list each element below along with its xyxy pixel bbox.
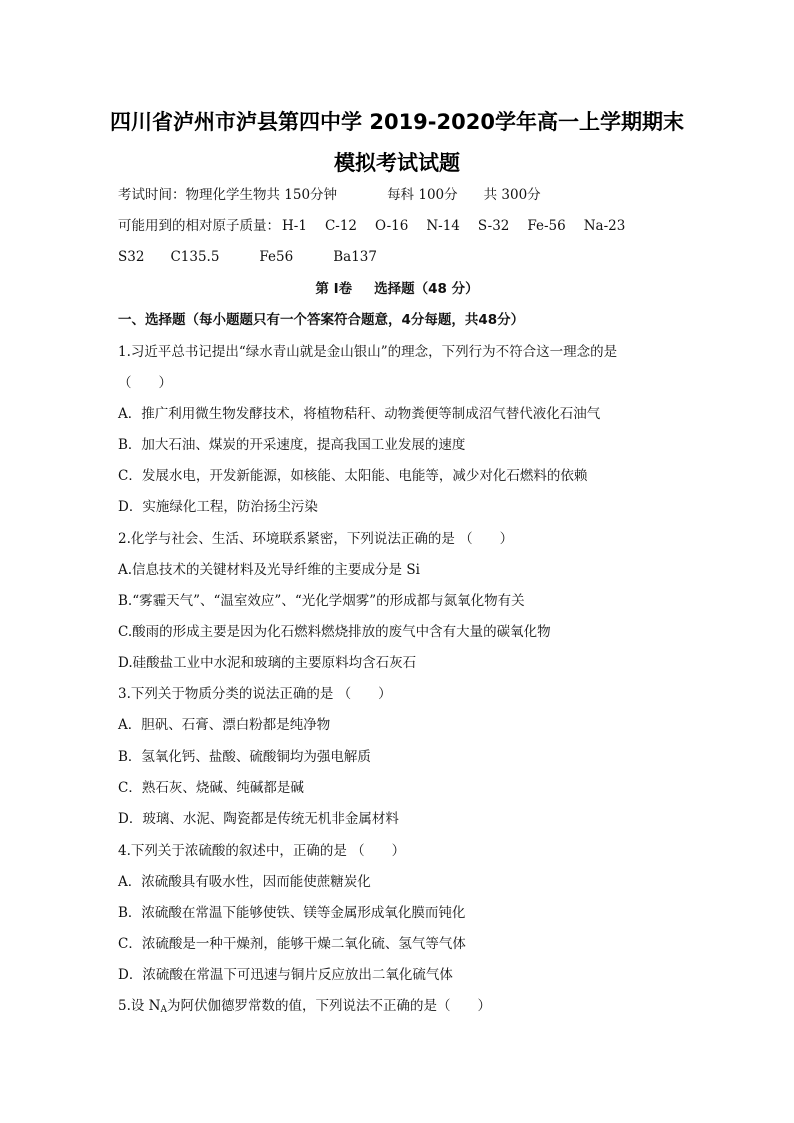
mass-fe: Fe-56 (527, 218, 566, 234)
question-4-option-c: C．浓硫酸是一种干燥剂，能够干燥二氧化硫、氢气等气体 (118, 936, 466, 952)
document-title: 四川省泸州市泸县第四中学 2019-2020学年高一上学期期末 (110, 110, 684, 134)
question-2-option-b: B.“雾霾天气”、“温室效应”、“光化学烟雾”的形成都与氮氧化物有关 (118, 593, 525, 609)
mass-h: H-1 (282, 218, 307, 234)
question-5-stem-post: 为阿伏伽德罗常数的值，下列说法不正确的是（ ） (166, 998, 491, 1014)
question-2-option-a: A.信息技术的关键材料及光导纤维的主要成分是 Si (118, 562, 420, 578)
question-1-blank: （ ） (118, 375, 172, 391)
volume-heading (0, 280, 794, 298)
question-2-option-c: C.酸雨的形成主要是因为化石燃料燃烧排放的废气中含有大量的碳氧化物 (118, 624, 551, 640)
total-score: 共 300分 (483, 187, 541, 203)
question-4-option-a: A．浓硫酸具有吸水性，因而能使蔗糖炭化 (118, 874, 371, 890)
mass-cl: C135.5 (170, 249, 220, 265)
question-3-option-c: C．熟石灰、烧碱、纯碱都是碱 (118, 780, 304, 796)
mass-s: S-32 (477, 218, 510, 234)
question-4-option-d: D．浓硫酸在常温下可迅速与铜片反应放出二氧化硫气体 (118, 967, 453, 983)
question-1-option-b: B．加大石油、煤炭的开采速度，提高我国工业发展的速度 (118, 437, 466, 453)
per-subject-score: 每科 100分 (387, 187, 458, 203)
part-heading: 一、选择题（每小题题只有一个答案符合题意，4分每题，共48分） (118, 312, 525, 328)
mass-fe2: Fe56 (259, 249, 294, 265)
question-4-option-b: B．浓硫酸在常温下能够使铁、镁等金属形成氧化膜而钝化 (118, 905, 466, 921)
question-1-option-a: A．推广利用微生物发酵技术，将植物秸秆、动物粪便等制成沼气替代液化石油气 (118, 406, 601, 422)
question-5-subscript: A (160, 1005, 167, 1015)
question-5-stem (118, 997, 491, 1019)
mass-na: Na-23 (583, 218, 626, 234)
mass-ba: Ba137 (333, 249, 377, 265)
mass-c: C-12 (324, 218, 358, 234)
question-1-stem: 1.习近平总书记提出“绿水青山就是金山银山”的理念，下列行为不符合这一理念的是 (118, 344, 618, 360)
question-4-stem: 4.下列关于浓硫酸的叙述中，正确的是 （ ） (118, 843, 406, 859)
mass-s2: S32 (118, 249, 145, 265)
question-2-option-d: D.硅酸盐工业中水泥和玻璃的主要原料均含石灰石 (118, 655, 417, 671)
question-3-option-d: D．玻璃、水泥、陶瓷都是传统无机非金属材料 (118, 811, 399, 827)
exam-time: 考试时间：物理化学生物共 150分钟 (118, 187, 338, 203)
atomic-mass-line-2 (118, 248, 377, 266)
question-5-stem-pre: 5.设 N (118, 998, 161, 1014)
question-1-option-d: D．实施绿化工程，防治扬尘污染 (118, 499, 318, 515)
question-3-option-b: B．氢氧化钙、盐酸、硫酸铜均为强电解质 (118, 749, 371, 765)
document-subtitle: 模拟考试试题 (334, 151, 460, 175)
atomic-mass-label: 可能用到的相对原子质量： (118, 218, 280, 234)
atomic-mass-line (118, 217, 625, 235)
question-2-stem: 2.化学与社会、生活、环境联系紧密，下列说法正确的是 （ ） (118, 531, 514, 547)
volume-label: 第 I卷 (315, 281, 353, 297)
question-1-option-c: C．发展水电，开发新能源，如核能、太阳能、电能等，减少对化石燃料的依赖 (118, 468, 588, 484)
mass-n: N-14 (426, 218, 460, 234)
volume-title: 选择题（48 分） (374, 281, 479, 297)
mass-o: O-16 (375, 218, 409, 234)
exam-time-line (118, 186, 541, 204)
question-3-stem: 3.下列关于物质分类的说法正确的是 （ ） (118, 686, 392, 702)
question-3-option-a: A．胆矾、石膏、漂白粉都是纯净物 (118, 717, 331, 733)
